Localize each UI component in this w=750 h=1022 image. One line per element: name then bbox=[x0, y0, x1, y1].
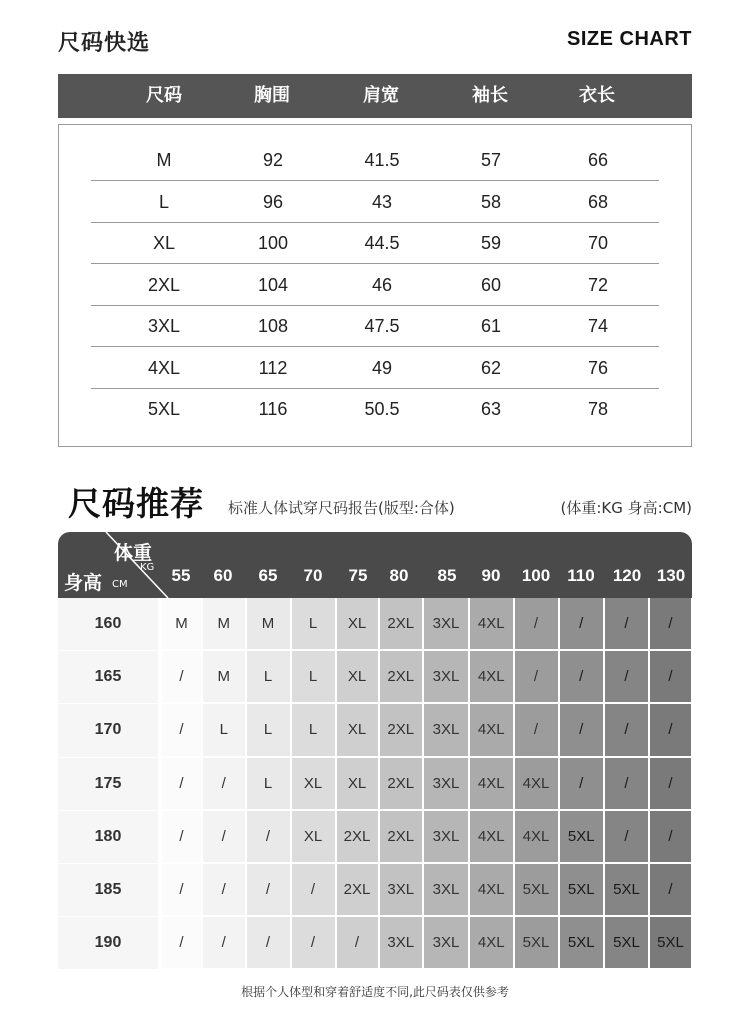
size-recommendation-cell: L bbox=[292, 598, 335, 649]
size-recommendation-cell: / bbox=[247, 811, 290, 862]
size-cell: 92 bbox=[262, 150, 284, 170]
footnote: 根据个人体型和穿着舒适度不同,此尺码表仅供参考 bbox=[241, 985, 509, 999]
size-cell: 49 bbox=[371, 357, 393, 378]
weight-value: 110 bbox=[567, 566, 595, 585]
size-recommendation-cell: XL bbox=[337, 598, 378, 649]
size-cell: 58 bbox=[480, 191, 502, 212]
size-recommendation-cell: / bbox=[162, 758, 201, 809]
size-cell: 47.5 bbox=[364, 316, 400, 336]
size-recommendation-cell: 2XL bbox=[380, 811, 423, 862]
size-recommendation-cell: / bbox=[203, 864, 245, 915]
weight-value: 85 bbox=[437, 566, 457, 585]
size-row bbox=[91, 264, 659, 306]
size-recommendation-cell: XL bbox=[292, 758, 335, 809]
size-recommendation-cell: 3XL bbox=[424, 651, 468, 702]
size-recommendation-cell: L bbox=[203, 704, 245, 755]
size-recommendation-cell: 4XL bbox=[470, 704, 513, 755]
size-cell: 108 bbox=[257, 316, 289, 336]
height-value: 180 bbox=[58, 811, 158, 863]
size-table-header bbox=[58, 74, 692, 118]
height-value: 160 bbox=[58, 598, 158, 650]
size-recommendation-cell: 3XL bbox=[424, 758, 468, 809]
size-recommendation-cell: / bbox=[515, 598, 558, 649]
size-cell: 4XL bbox=[147, 357, 181, 378]
size-recommendation-cell: / bbox=[605, 598, 648, 649]
weight-label: 体重 bbox=[114, 542, 153, 564]
size-cell: 59 bbox=[480, 233, 502, 253]
size-cell: 50.5 bbox=[364, 399, 400, 419]
header-shoulder: 肩宽 bbox=[363, 85, 399, 106]
size-recommendation-cell: / bbox=[337, 917, 378, 968]
size-recommendation-cell: 2XL bbox=[380, 598, 423, 649]
size-cell: 100 bbox=[257, 233, 289, 253]
size-recommendation-cell: / bbox=[203, 917, 245, 968]
size-recommendation-cell: / bbox=[162, 651, 201, 702]
size-cell: 96 bbox=[262, 191, 284, 212]
size-table-body bbox=[58, 124, 692, 447]
size-recommendation-cell: XL bbox=[337, 704, 378, 755]
size-cell: 104 bbox=[257, 274, 289, 295]
recommend-units: (体重:KG 身高:CM) bbox=[560, 499, 692, 517]
size-row bbox=[91, 222, 659, 264]
size-cell: 5XL bbox=[147, 399, 181, 419]
size-recommendation-cell: L bbox=[247, 758, 290, 809]
size-recommendation-cell: / bbox=[650, 598, 691, 649]
size-recommendation-cell: / bbox=[292, 917, 335, 968]
size-recommendation-cell: / bbox=[515, 651, 558, 702]
size-recommendation-cell: / bbox=[162, 864, 201, 915]
size-recommendation-cell: 5XL bbox=[560, 864, 604, 915]
size-recommendation-cell: 4XL bbox=[470, 651, 513, 702]
size-recommendation-cell: / bbox=[605, 758, 648, 809]
size-cell: M bbox=[156, 150, 172, 170]
size-cell: 44.5 bbox=[364, 233, 400, 253]
recommend-grid bbox=[58, 598, 692, 970]
size-cell: XL bbox=[152, 233, 176, 253]
size-cell: 116 bbox=[258, 399, 288, 419]
size-recommendation-cell: 5XL bbox=[515, 917, 558, 968]
size-cell: 66 bbox=[587, 150, 609, 170]
height-value: 190 bbox=[58, 917, 158, 969]
size-cell: 72 bbox=[587, 274, 609, 295]
size-recommendation-cell: / bbox=[560, 704, 604, 755]
height-label: 身高 bbox=[64, 572, 103, 594]
size-recommendation-cell: 4XL bbox=[470, 917, 513, 968]
size-cell: 74 bbox=[587, 316, 609, 336]
size-cell: 70 bbox=[587, 233, 609, 253]
height-value: 175 bbox=[58, 758, 158, 810]
size-cell: 43 bbox=[371, 191, 393, 212]
weight-value: 65 bbox=[258, 566, 278, 585]
size-recommendation-cell: 4XL bbox=[470, 864, 513, 915]
size-recommendation-cell: L bbox=[292, 651, 335, 702]
size-recommendation-cell: / bbox=[515, 704, 558, 755]
weight-value: 75 bbox=[348, 566, 368, 585]
recommend-title: 尺码推荐 bbox=[68, 484, 204, 523]
size-recommendation-cell: 5XL bbox=[560, 811, 604, 862]
weight-value: 55 bbox=[171, 566, 191, 585]
size-recommendation-cell: M bbox=[203, 598, 245, 649]
size-recommendation-cell: / bbox=[650, 651, 691, 702]
size-recommendation-cell: 4XL bbox=[515, 811, 558, 862]
size-cell: 46 bbox=[371, 274, 393, 295]
size-recommendation-cell: 2XL bbox=[380, 758, 423, 809]
size-recommendation-cell: 2XL bbox=[337, 811, 378, 862]
size-chart-title: 尺码快选 bbox=[58, 31, 151, 56]
size-recommendation-cell: 2XL bbox=[380, 651, 423, 702]
size-cell: 78 bbox=[587, 399, 609, 419]
size-recommendation-cell: 5XL bbox=[560, 917, 604, 968]
size-row bbox=[91, 347, 659, 389]
size-recommendation-cell: / bbox=[650, 811, 691, 862]
size-recommendation-cell: 4XL bbox=[470, 811, 513, 862]
size-cell: 60 bbox=[480, 274, 502, 295]
header-chest: 胸围 bbox=[254, 85, 290, 106]
weight-value: 100 bbox=[521, 566, 551, 585]
size-cell: 112 bbox=[258, 357, 288, 378]
size-row bbox=[91, 181, 659, 223]
size-recommendation-cell: / bbox=[605, 651, 648, 702]
size-cell: 41.5 bbox=[364, 150, 400, 170]
size-recommendation-cell: / bbox=[247, 864, 290, 915]
header-size: 尺码 bbox=[146, 85, 182, 106]
size-recommendation-cell: 2XL bbox=[380, 704, 423, 755]
size-cell: 57 bbox=[480, 150, 502, 170]
size-recommendation-cell: M bbox=[162, 598, 201, 649]
size-recommendation-cell: / bbox=[560, 651, 604, 702]
size-cell: 2XL bbox=[147, 274, 181, 295]
header-length: 衣长 bbox=[579, 85, 615, 106]
size-recommendation-cell: / bbox=[650, 758, 691, 809]
size-cell: 63 bbox=[480, 399, 502, 419]
size-recommendation-cell: L bbox=[247, 704, 290, 755]
size-recommendation-cell: XL bbox=[292, 811, 335, 862]
size-recommendation-cell: / bbox=[162, 811, 201, 862]
recommend-header bbox=[58, 532, 692, 598]
weight-value: 80 bbox=[389, 566, 409, 585]
size-cell: L bbox=[158, 191, 169, 212]
size-recommendation-cell: / bbox=[162, 917, 201, 968]
size-recommendation-cell: L bbox=[247, 651, 290, 702]
size-recommendation-cell: 5XL bbox=[515, 864, 558, 915]
weight-unit: KG bbox=[140, 562, 155, 573]
size-recommendation-cell: M bbox=[203, 651, 245, 702]
size-recommendation-cell: / bbox=[605, 811, 648, 862]
size-recommendation-cell: 3XL bbox=[424, 704, 468, 755]
size-cell: 3XL bbox=[147, 316, 181, 336]
weight-value: 60 bbox=[213, 566, 233, 585]
size-recommendation-cell: / bbox=[560, 758, 604, 809]
size-row bbox=[91, 305, 659, 347]
size-chart-title-en: SIZE CHART bbox=[567, 28, 692, 50]
size-recommendation-cell: / bbox=[650, 704, 691, 755]
size-recommendation-cell: / bbox=[292, 864, 335, 915]
size-recommendation-cell: 4XL bbox=[470, 758, 513, 809]
size-recommendation-cell: 3XL bbox=[424, 811, 468, 862]
weight-value: 70 bbox=[303, 566, 323, 585]
size-recommendation-cell: 3XL bbox=[424, 917, 468, 968]
height-value: 185 bbox=[58, 864, 158, 916]
size-recommendation-cell: 4XL bbox=[515, 758, 558, 809]
size-recommendation-cell: 5XL bbox=[605, 864, 648, 915]
size-recommendation-cell: / bbox=[247, 917, 290, 968]
size-recommendation-cell: 5XL bbox=[605, 917, 648, 968]
size-cell: 76 bbox=[587, 357, 609, 378]
size-recommendation-cell: L bbox=[292, 704, 335, 755]
size-recommendation-cell: 2XL bbox=[337, 864, 378, 915]
size-recommendation-cell: / bbox=[605, 704, 648, 755]
size-recommendation-cell: 3XL bbox=[380, 864, 423, 915]
size-recommendation-cell: 3XL bbox=[424, 864, 468, 915]
size-cell: 61 bbox=[480, 316, 502, 336]
size-recommendation-cell: 5XL bbox=[650, 917, 691, 968]
height-value: 165 bbox=[58, 651, 158, 703]
size-recommendation-cell: / bbox=[162, 704, 201, 755]
weight-value: 120 bbox=[612, 566, 642, 585]
weight-value: 130 bbox=[656, 566, 686, 585]
size-row bbox=[91, 388, 659, 430]
size-recommendation-cell: / bbox=[560, 598, 604, 649]
size-recommendation-cell: 4XL bbox=[470, 598, 513, 649]
height-unit: CM bbox=[112, 579, 128, 590]
size-recommendation-cell: 3XL bbox=[424, 598, 468, 649]
size-recommendation-cell: XL bbox=[337, 651, 378, 702]
size-cell: 62 bbox=[480, 357, 502, 378]
size-cell: 68 bbox=[587, 191, 609, 212]
weight-value: 90 bbox=[481, 566, 501, 585]
size-recommendation-cell: / bbox=[203, 811, 245, 862]
recommend-subtitle: 标准人体试穿尺码报告(版型:合体) bbox=[228, 499, 455, 517]
height-value: 170 bbox=[58, 704, 158, 756]
size-recommendation-cell: XL bbox=[337, 758, 378, 809]
size-recommendation-cell: M bbox=[247, 598, 290, 649]
size-recommendation-cell: 3XL bbox=[380, 917, 423, 968]
size-row bbox=[91, 139, 659, 181]
size-recommendation-cell: / bbox=[203, 758, 245, 809]
size-recommendation-cell: / bbox=[650, 864, 691, 915]
header-sleeve: 袖长 bbox=[472, 85, 508, 106]
